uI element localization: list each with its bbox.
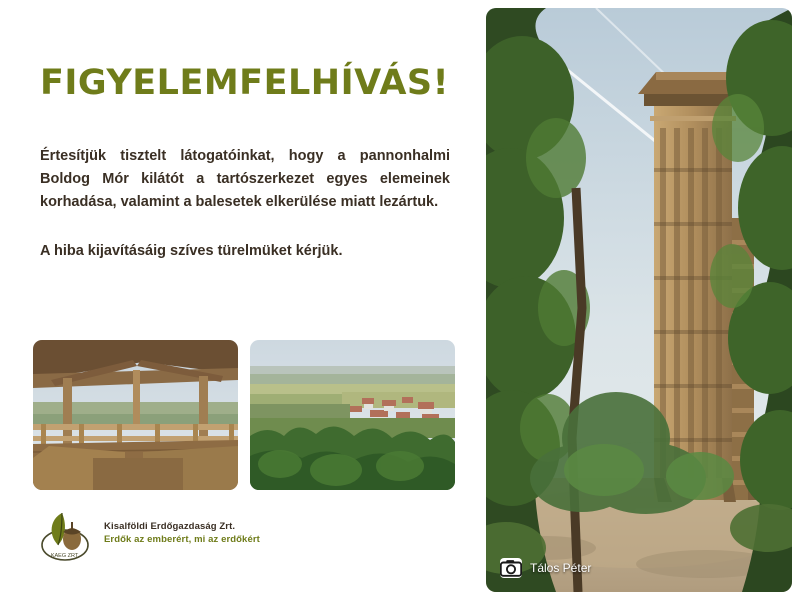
- notice-body: [40, 145, 450, 263]
- notice-paragraph-1: Értesítjük tisztelt látogatóinkat, hogy a pannonhalmi Boldog Mór kilátót a tartószerkezet egyes elemeinek korhadása, valamint a balesetek elkerülése miatt lezártuk.: [40, 147, 450, 211]
- lookout-tower-deck-photo: [33, 340, 238, 490]
- notice-paragraph-2: A hiba kijavításáig szíves türelmüket kérjük.: [40, 242, 343, 259]
- boldog-mor-lookout-tower-photo: [486, 8, 792, 592]
- photo-credit: [500, 558, 591, 578]
- acorn-oak-leaf-logo-icon: [36, 505, 94, 563]
- camera-icon: [500, 558, 522, 578]
- thumbnail-gallery: [33, 340, 455, 490]
- page-title: FIGYELEMFELHÍVÁS!: [40, 63, 450, 103]
- aerial-village-view-photo: [250, 340, 455, 490]
- company-logo-block: [36, 505, 260, 563]
- company-slogan: Erdők az emberért, mi az erdőkért: [104, 534, 260, 545]
- company-logo-text: [104, 521, 260, 547]
- company-name: Kisalföldi Erdőgazdaság Zrt.: [104, 521, 236, 533]
- svg-text:KAEG ZRT.: KAEG ZRT.: [50, 553, 80, 559]
- photographer-name: Tálos Péter: [530, 561, 592, 575]
